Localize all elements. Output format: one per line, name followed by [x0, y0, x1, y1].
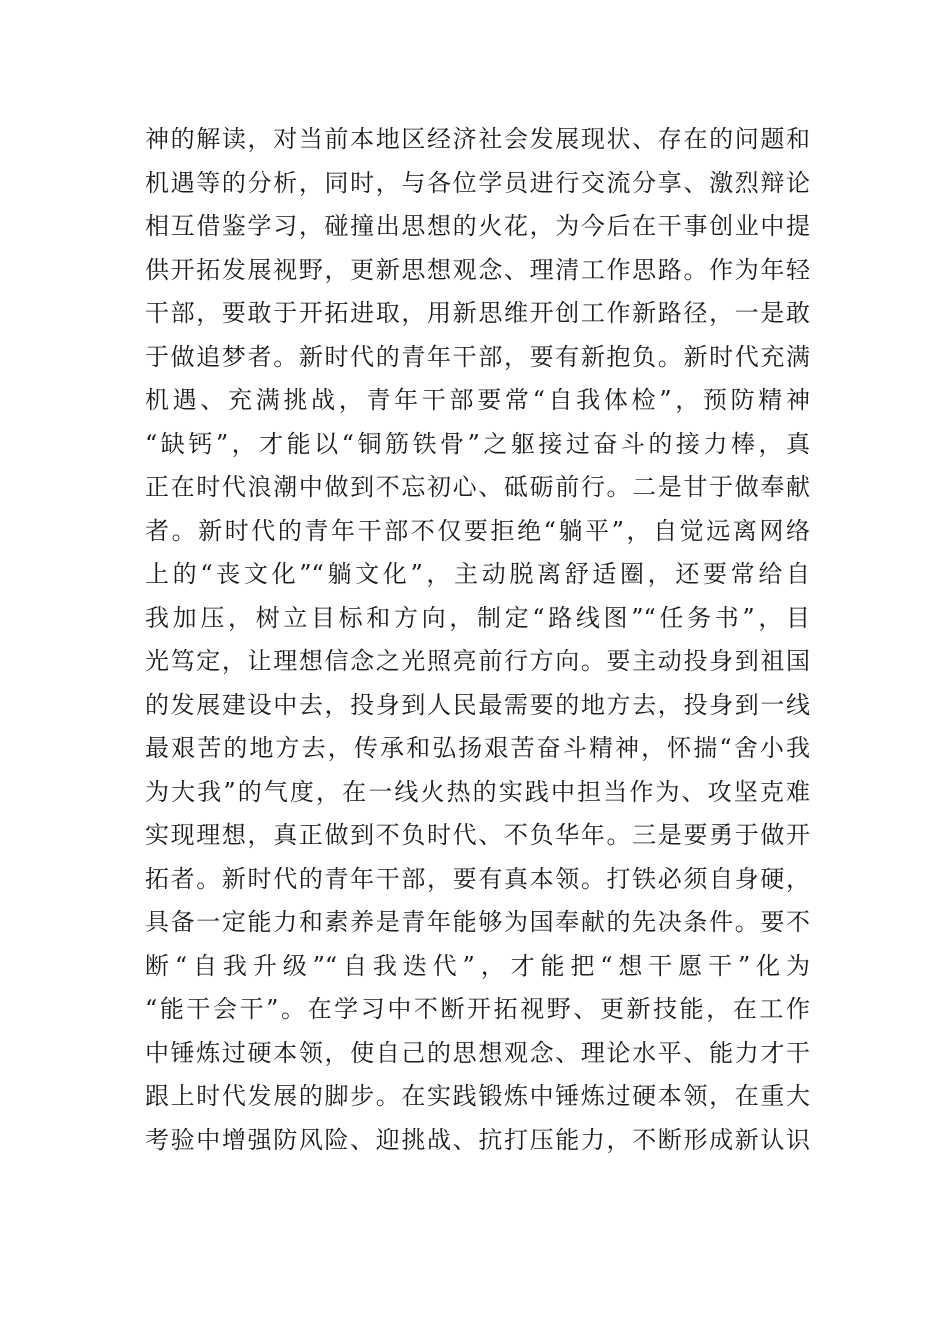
text-line: 供开拓发展视野，更新思想观念、理清工作思路。作为年轻: [145, 255, 810, 284]
text-line: 跟上时代发展的脚步。在实践锻炼中锤炼过硬本领，在重大: [145, 1082, 810, 1110]
text-line: 者。新时代的青年干部不仅要拒绝“躺平”，自觉远离网络: [145, 516, 810, 545]
text-line: 实现理想，真正做到不负时代、不负华年。三是要勇于做开: [145, 821, 810, 849]
text-line: 为大我”的气度，在一线火热的实践中担当作为、攻坚克难: [145, 777, 810, 806]
text-line: 中锤炼过硬本领，使自己的思想观念、理论水平、能力才干: [145, 1038, 810, 1067]
text-line: 具备一定能力和素养是青年能够为国奉献的先决条件。要不: [145, 908, 810, 936]
text-line: 干部，要敢于开拓进取，用新思维开创工作新路径，一是敢: [145, 299, 810, 327]
text-line: 最艰苦的地方去，传承和弘扬艰苦奋斗精神，怀揣“舍小我: [145, 734, 810, 762]
text-line: 正在时代浪潮中做到不忘初心、砥砺前行。二是甘于做奉献: [145, 473, 810, 501]
text-line: 拓者。新时代的青年干部，要有真本领。打铁必须自身硬，: [145, 864, 810, 893]
text-line: 机遇等的分析，同时，与各位学员进行交流分享、激烈辩论: [145, 168, 810, 197]
text-line: “缺钙”，才能以“铜筋铁骨”之躯接过奋斗的接力棒，真: [145, 429, 810, 458]
text-line: 光笃定，让理想信念之光照亮前行方向。要主动投身到祖国: [145, 647, 810, 675]
text-line: 神的解读，对当前本地区经济社会发展现状、存在的问题和: [145, 125, 810, 153]
body-text: [145, 118, 810, 1162]
text-line: 我加压，树立目标和方向，制定“路线图”“任务书”，目: [145, 603, 810, 632]
text-line: 于做追梦者。新时代的青年干部，要有新抱负。新时代充满: [145, 342, 810, 371]
text-line: 的发展建设中去，投身到人民最需要的地方去，投身到一线: [145, 690, 810, 719]
text-line: 相互借鉴学习，碰撞出思想的火花，为今后在干事创业中提: [145, 212, 810, 240]
text-line: “能干会干”。在学习中不断开拓视野、更新技能，在工作: [145, 995, 810, 1023]
text-line: 上的“丧文化”“躺文化”，主动脱离舒适圈，还要常给自: [145, 560, 810, 588]
text-line: 断“自我升级”“自我迭代”，才能把“想干愿干”化为: [145, 951, 810, 980]
text-line: 考验中增强防风险、迎挑战、抗打压能力，不断形成新认识: [145, 1125, 810, 1154]
text-line: 机遇、充满挑战，青年干部要常“自我体检”，预防精神: [145, 386, 810, 414]
